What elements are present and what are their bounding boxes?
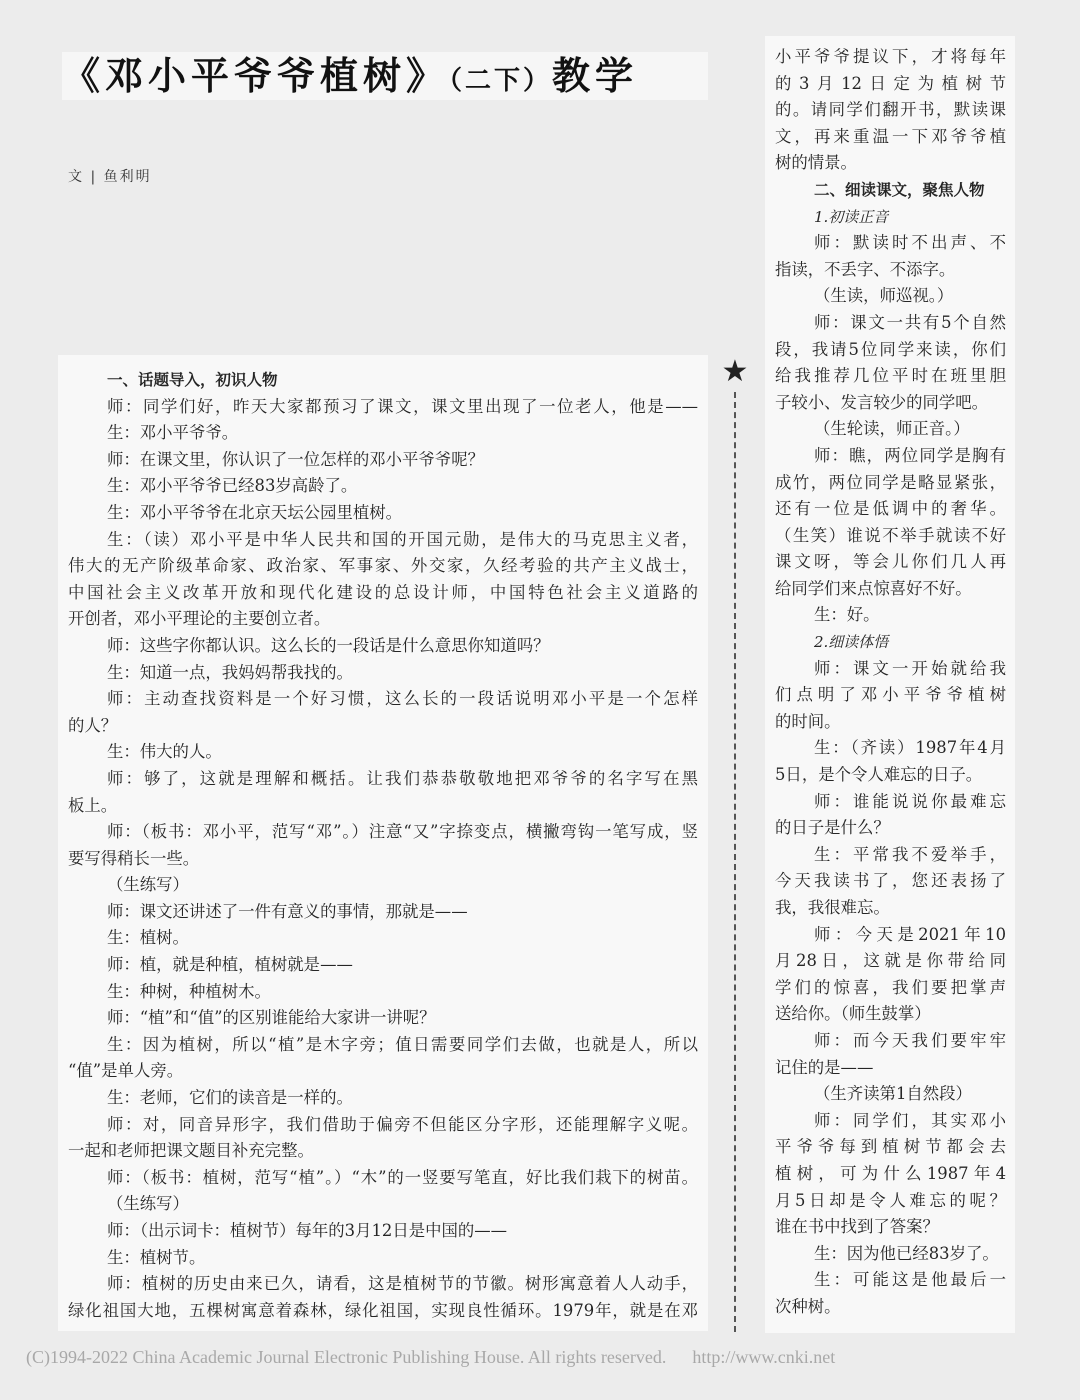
text-line: （生轮读，师正音。）	[814, 419, 970, 439]
copyright-footer	[26, 1347, 1066, 1368]
text-line: 师：在课文里，你认识了一位怎样的邓小平爷爷呢？	[107, 449, 484, 469]
text-line: 师：同学们好，昨天大家都预习了课文，课文里出现了一位老人，他是——	[107, 396, 698, 416]
text-line: 师：对，同音异形字，我们借助于偏旁不但能区分字形，还能理解字义呢。	[107, 1114, 698, 1134]
text-line: 谁在书中找到了答案？	[775, 1217, 939, 1237]
text-line: 生：种树，种植树木。	[107, 981, 271, 1001]
copyright-text: (C)1994-2022 China Academic Journal Electronic Publishing House. All rights reserved.	[26, 1347, 667, 1367]
text-line: 还有一位是低调中的奢华。	[775, 499, 1006, 519]
text-line: 生：伟大的人。	[107, 742, 222, 762]
text-line: 师：这些字你都认识。这么长的一段话是什么意思你知道吗？	[107, 635, 550, 655]
text-line: （生读，师巡视。）	[814, 286, 954, 306]
text-line: （生笑）谁说不举手就读不好	[775, 525, 1006, 545]
text-line: 要写得稍长一些。	[68, 848, 200, 868]
text-line: （生练写）	[107, 1194, 189, 1214]
text-line: “值”是单人旁。	[68, 1061, 184, 1081]
text-line: 的时间。	[775, 711, 841, 731]
text-line: 绿化祖国大地，五棵树寓意着森林，绿化祖国，实现良性循环。1979年，就是在邓	[68, 1300, 698, 1320]
text-line: 次种树。	[775, 1296, 841, 1316]
star-icon: ★	[721, 354, 749, 389]
text-line: 植树，可为什么1987年4	[775, 1163, 1006, 1183]
text-line: 平爷爷每到植树节都会去	[775, 1137, 1006, 1157]
text-line: 生：邓小平爷爷在北京天坛公园里植树。	[107, 502, 403, 522]
text-line: 记住的是——	[775, 1057, 874, 1077]
text-line: 师：（板书：植树，范写“植”。）“木”的一竖要写笔直，好比我们栽下的树苗。	[107, 1167, 698, 1187]
text-line: 师：瞧，两位同学是胸有	[814, 445, 1006, 465]
text-line: 师：谁能说说你最难忘	[814, 791, 1006, 811]
text-line: 师：今天是2021年10	[814, 924, 1006, 944]
text-line: 们点明了邓小平爷爷植树	[775, 685, 1006, 705]
text-line: 生：邓小平爷爷。	[107, 423, 239, 443]
text-line: 生：知道一点，我妈妈帮我找的。	[107, 662, 353, 682]
text-line: 一、话题导入，初识人物	[107, 371, 278, 389]
text-line: 生：好。	[814, 605, 880, 625]
title-grade: （二下）	[449, 66, 553, 96]
title-suffix: 教学	[552, 54, 639, 98]
text-line: （生练写）	[107, 875, 189, 895]
text-line: 给同学们来点惊喜好不好。	[775, 578, 972, 598]
text-line: 二、细读课文，聚焦人物	[814, 180, 985, 199]
text-line: 今天我读书了，您还表扬了	[775, 871, 1006, 891]
text-line: 小平爷爷提议下，才将每年	[775, 47, 1006, 66]
text-line: 生：可能这是他最后一	[814, 1270, 1006, 1290]
text-line: 生：因为他已经83岁了。	[814, 1243, 999, 1263]
text-line: 师：默读时不出声、不	[814, 233, 1006, 253]
text-line: 指读，不丢字、不添字。	[775, 259, 956, 279]
text-line: 开创者，邓小平理论的主要创立者。	[68, 609, 331, 629]
text-line: 师：植树的历史由来已久，请看，这是植树节的节徽。树形寓意着人人动手，	[107, 1274, 698, 1294]
text-line: 的人？	[68, 715, 118, 735]
text-line: 师：够了，这就是理解和概括。让我们恭恭敬敬地把邓爷爷的名字写在黑	[107, 768, 698, 788]
text-line: 师：课文还讲述了一件有意义的事情，那就是——	[107, 901, 468, 921]
text-line: 月28日，这就是你带给同	[775, 951, 1006, 971]
text-line: 成竹，两位同学是略显紧张，	[775, 472, 1006, 492]
text-line: 的日子是什么？	[775, 818, 890, 838]
text-line: 生：植树。	[107, 928, 189, 948]
text-line: 2.细读体悟	[814, 633, 889, 652]
title-main: 《邓小平爷爷植树》	[62, 54, 450, 98]
text-line: 段，我请5位同学来读，你们	[775, 339, 1006, 359]
text-line: 1.初读正音	[814, 207, 889, 226]
text-line: 师：主动查找资料是一个好习惯，这么长的一段话说明邓小平是一个怎样	[107, 689, 698, 709]
text-line: 文，再来重温一下邓爷爷植	[775, 126, 1006, 146]
text-line: 师：课文一开始就给我	[814, 658, 1006, 678]
text-line: 师：（出示词卡：植树节）每年的3月12日是中国的——	[107, 1221, 508, 1240]
text-line: 师：同学们，其实邓小	[814, 1110, 1006, 1130]
text-line: 月5日却是令人难忘的呢？	[775, 1190, 1006, 1210]
author-byline: 文 | 鱼利明	[68, 169, 152, 185]
text-line: 学们的惊喜，我们要把掌声	[775, 977, 1006, 997]
text-line: （生齐读第1自然段）	[814, 1084, 972, 1104]
text-line: 5日，是个令人难忘的日子。	[775, 765, 983, 785]
column-divider	[734, 392, 736, 1332]
side-text-column	[765, 36, 1015, 1333]
text-line: 生：植树节。	[107, 1247, 206, 1267]
main-text-column	[58, 355, 708, 1331]
footer-url: http://www.cnki.net	[692, 1347, 836, 1367]
text-line: 生：因为植树，所以“植”是木字旁；值日需要同学们去做，也就是人，所以	[107, 1034, 698, 1054]
text-line: 的。请同学们翻开书，默读课	[775, 100, 1006, 120]
text-line: 生：平常我不爱举手，	[814, 844, 1006, 864]
text-line: 的3月12日定为植树节	[775, 73, 1006, 93]
text-line: 子较小、发言较少的同学吧。	[775, 392, 989, 412]
text-line: 生：老师，它们的读音是一样的。	[107, 1088, 353, 1108]
text-line: 师：课文一共有5个自然	[814, 312, 1006, 332]
text-line: 生：（读）邓小平是中华人民共和国的开国元勋，是伟大的马克思主义者，	[107, 529, 698, 549]
text-line: 送给你。（师生鼓掌）	[775, 1004, 931, 1024]
text-line: 师：而今天我们要牢牢	[814, 1030, 1006, 1050]
text-line: 树的情景。	[775, 153, 857, 173]
text-line: 师：植，就是种植，植树就是——	[107, 955, 353, 975]
text-line: 生：邓小平爷爷已经83岁高龄了。	[107, 476, 358, 496]
text-line: 伟大的无产阶级革命家、政治家、军事家、外交家，久经考验的共产主义战士，	[68, 556, 698, 576]
text-line: 板上。	[68, 795, 118, 815]
text-line: 课文呀，等会儿你们几人再	[775, 552, 1006, 572]
text-line: 给我推荐几位平时在班里胆	[775, 366, 1006, 386]
text-line: 生：（齐读）1987年4月	[814, 738, 1006, 758]
article-title	[62, 52, 708, 100]
text-line: 我，我很难忘。	[775, 898, 890, 917]
text-line: 一起和老师把课文题目补充完整。	[68, 1141, 314, 1161]
text-line: 中国社会主义改革开放和现代化建设的总设计师，中国特色社会主义道路的	[68, 582, 698, 602]
text-line: 师：“植”和“值”的区别谁能给大家讲一讲呢？	[107, 1008, 436, 1028]
text-line: 师：（板书：邓小平，范写“邓”。）注意“又”字捺变点，横撇弯钩一笔写成，竖	[107, 822, 698, 842]
